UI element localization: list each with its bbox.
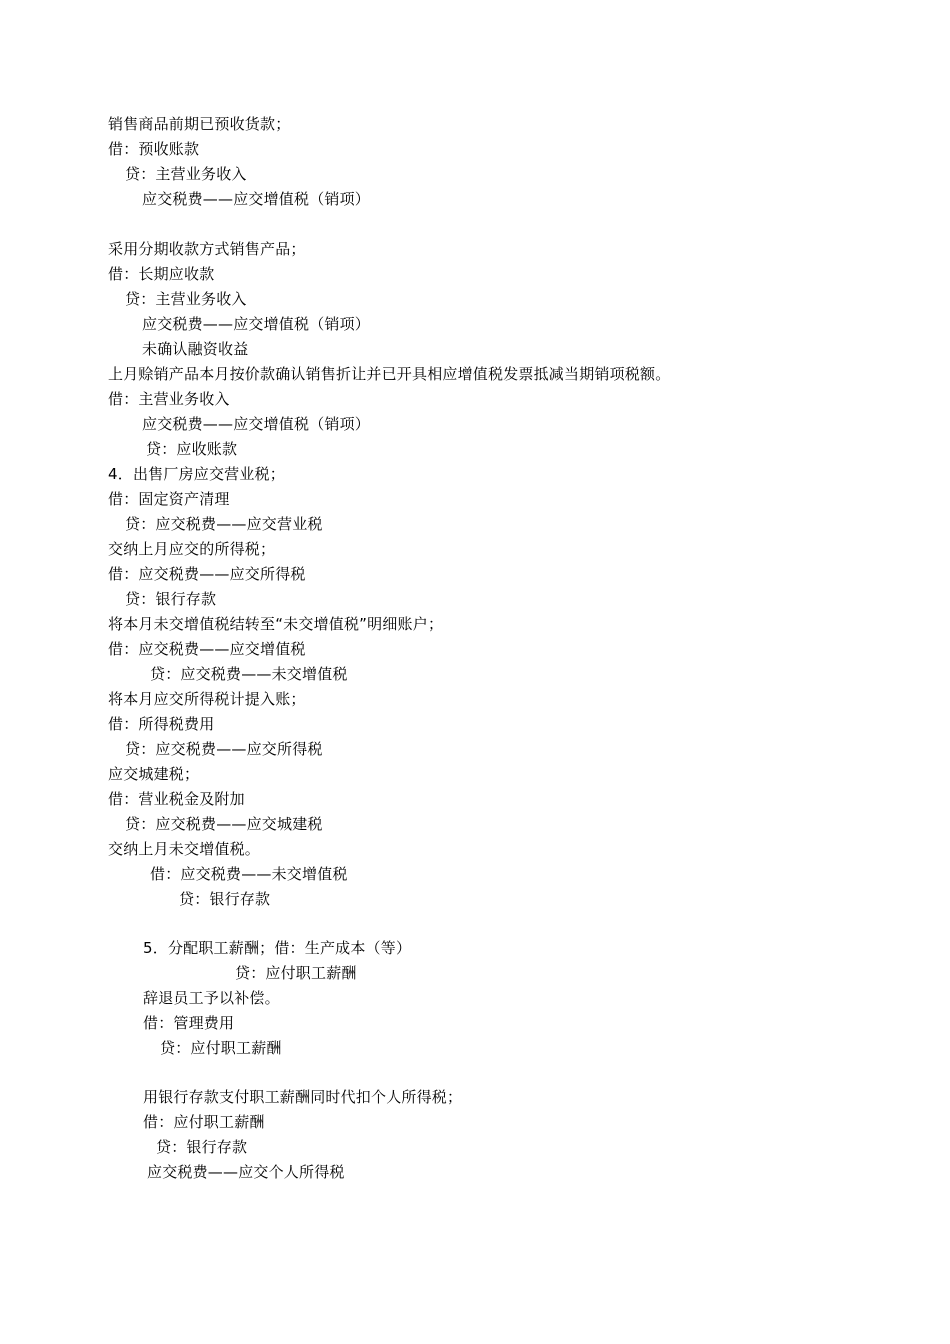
text-line: 借：管理费用	[143, 1014, 235, 1032]
text-line: 交纳上月未交增值税。	[108, 840, 261, 858]
text-line: 应交税费——应交增值税（销项）	[142, 315, 371, 333]
text-line: 借：固定资产清理	[108, 490, 230, 508]
text-line: 借：主营业务收入	[108, 390, 230, 408]
text-line: 贷：主营业务收入	[125, 290, 247, 308]
text-line: 用银行存款支付职工薪酬同时代扣个人所得税；	[143, 1088, 463, 1106]
text-line: 贷：主营业务收入	[125, 165, 247, 183]
text-line: 5．分配职工薪酬；借：生产成本（等）	[143, 939, 412, 957]
text-line: 应交税费——应交增值税（销项）	[142, 415, 371, 433]
text-line: 应交城建税；	[108, 765, 200, 783]
text-line: 贷：应交税费——应交营业税	[125, 515, 323, 533]
text-line: 贷：银行存款	[179, 890, 271, 908]
text-line: 未确认融资收益	[142, 340, 249, 358]
text-line: 贷：银行存款	[156, 1138, 248, 1156]
text-line: 贷：应付职工薪酬	[235, 964, 357, 982]
text-line: 应交税费——应交个人所得税	[147, 1163, 345, 1181]
text-line: 借：应交税费——应交增值税	[108, 640, 306, 658]
text-line: 辞退员工予以补偿。	[143, 989, 280, 1007]
text-line: 将本月未交增值税结转至“未交增值税”明细账户；	[108, 615, 444, 633]
text-line: 借：应交税费——应交所得税	[108, 565, 306, 583]
text-line: 借：应付职工薪酬	[143, 1113, 265, 1131]
text-line: 上月赊销产品本月按价款确认销售折让并已开具相应增值税发票抵减当期销项税额。	[108, 365, 671, 383]
text-line: 采用分期收款方式销售产品；	[108, 240, 306, 258]
text-line: 借：长期应收款	[108, 265, 215, 283]
text-line: 贷：应收账款	[146, 440, 238, 458]
text-line: 贷：银行存款	[125, 590, 217, 608]
text-line: 借：营业税金及附加	[108, 790, 245, 808]
text-line: 交纳上月应交的所得税；	[108, 540, 276, 558]
text-line: 借：所得税费用	[108, 715, 215, 733]
text-line: 销售商品前期已预收货款；	[108, 115, 291, 133]
text-line: 将本月应交所得税计提入账；	[108, 690, 306, 708]
text-line: 应交税费——应交增值税（销项）	[142, 190, 371, 208]
text-line: 贷：应付职工薪酬	[160, 1039, 282, 1057]
text-line: 贷：应交税费——应交所得税	[125, 740, 323, 758]
text-line: 借：应交税费——未交增值税	[150, 865, 348, 883]
text-line: 贷：应交税费——未交增值税	[150, 665, 348, 683]
text-line: 借：预收账款	[108, 140, 200, 158]
text-line: 4．出售厂房应交营业税；	[108, 465, 285, 483]
text-line: 贷：应交税费——应交城建税	[125, 815, 323, 833]
